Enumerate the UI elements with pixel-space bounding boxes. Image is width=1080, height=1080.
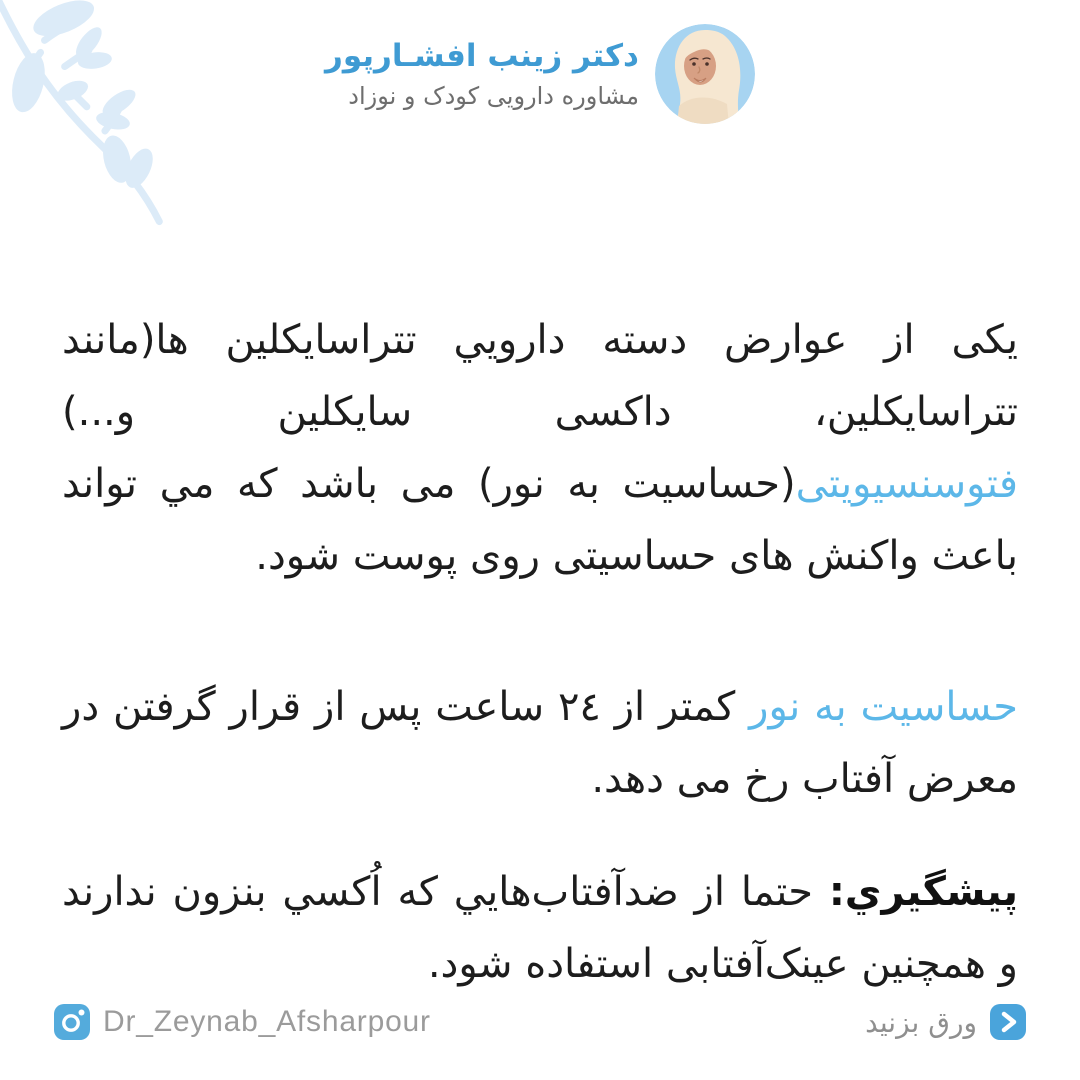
doctor-name: دکتر زینب افشـارپور — [325, 37, 639, 74]
prevention-label: پیشگیري: — [828, 869, 1018, 915]
chevron-right-icon[interactable] — [990, 1004, 1026, 1040]
highlight-light-sensitivity: حساسیت به نور — [749, 684, 1018, 730]
swipe-label: ورق بزنید — [865, 1005, 977, 1039]
doctor-subtitle: مشاوره دارویی کودک و نوزاد — [348, 81, 639, 110]
paragraph-prevention — [62, 856, 1018, 1000]
instagram-icon — [54, 1004, 90, 1040]
para3-text-after: حتما از ضدآفتاب‌هایي که اُکسي بنزون ندارند و همچنین عینک‌آفتابی استفاده شود. — [62, 869, 1018, 987]
avatar — [655, 24, 755, 124]
doctor-identity — [325, 38, 639, 111]
post-body — [62, 304, 1018, 1000]
highlight-photosensitivity: فتوسنسیویتی — [795, 461, 1018, 507]
instagram-handle[interactable] — [54, 1004, 431, 1040]
para2-text-after: کمتر از ۲٤ ساعت پس از قرار گرفتن در معرض آفتاب رخ می دهد. — [62, 684, 1018, 802]
swipe-next[interactable] — [865, 1004, 1026, 1040]
paragraph-side-effects — [62, 304, 1018, 592]
header — [0, 24, 1080, 124]
paragraph-onset-time — [62, 671, 1018, 815]
instagram-handle-label: Dr_Zeynab_Afsharpour — [103, 1005, 431, 1038]
para1-text-after: (حساسیت به نور) می باشد که مي تواند باعث واکنش های حساسیتی روی پوست شود. — [62, 461, 1018, 579]
para1-text-before: یکی از عوارض دسته دارويي تتراسایکلین ها(مانند تتراسایکلین، داکسی سایکلین و...) — [62, 317, 1018, 435]
